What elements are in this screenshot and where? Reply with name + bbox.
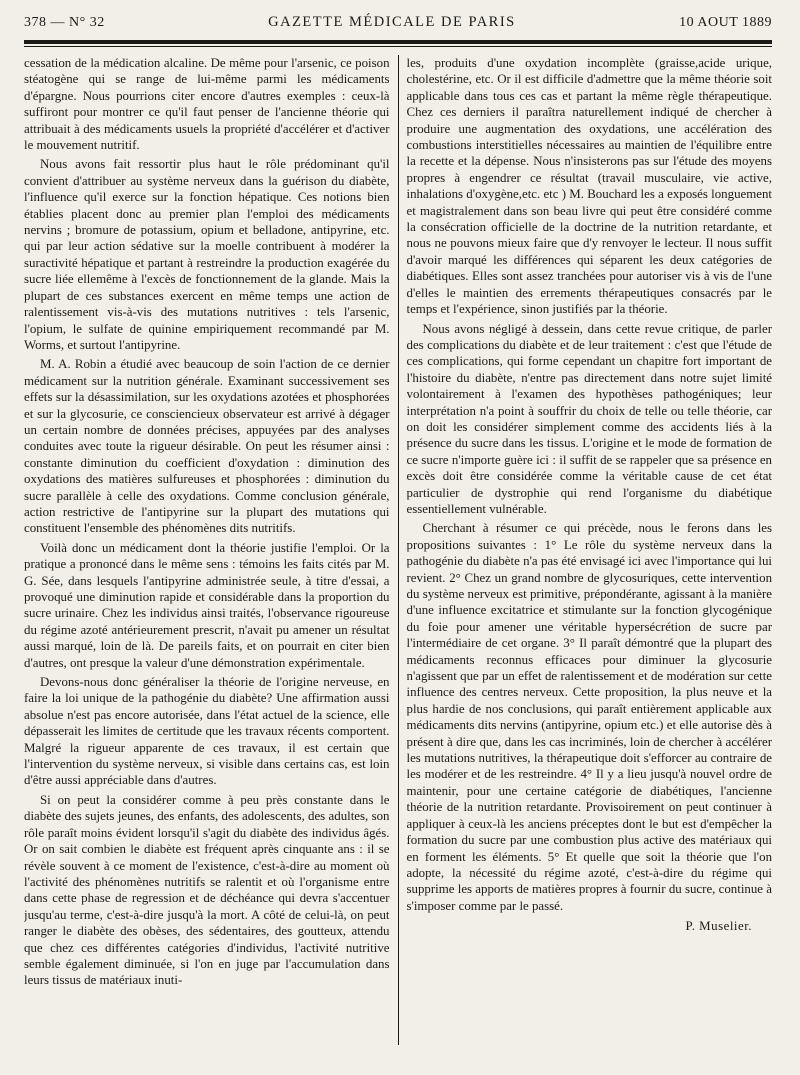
right-column-paragraphs <box>407 55 773 914</box>
author-signature: P. Muselier. <box>685 919 753 934</box>
paragraph: les, produits d'une oxydation incomplète (graisse,acide urique, cholestérine, etc. Or il est difficile d'admettre que la même théorie soit applicable dans tous ces cas et partant la même règle thérapeutique. Chez ces derniers il paraîtra naturellement indiqué de chercher à produire une augmentation des oxydations, une accélération des combustions interstitielles nécessaires au maintien de l'équilibre entre la recette et la dépense. Nous n'insisterons pas sur l'étude des moyens propres à engendrer ce résultat (travail musculaire, vie active, inhalations d'oxygène,etc. etc ) M. Bouchard les a exposés longuement et magistralement dans son beau livre qui peut être considéré comme la consécration officielle de la doctrine de la nutrition retardante, et nous ne pouvons mieux faire que d'y renvoyer le lecteur. Il nous suffit d'avoir marqué les différences qui séparent les deux catégories de diabétiques. Elles sont assez tranchées pour autoriser vis à vis de l'une d'elles le maintien des errements thérapeutiques consacrés par le temps et l'expérience, sinon justifiés par la théorie. <box>406 56 773 317</box>
paragraph: Nous avons fait ressortir plus haut le rôle prédominant qu'il convient d'attribuer au système nerveux dans la guérison du diabète, l'influence qu'il exerce sur la fonction hépatique. Ces notions bien établies placent donc au premier plan l'emploi des médicaments nervins ; bromure de potassium, opium et belladone, antipyrine, etc. qui par leur action sédative sur la moelle contribuent à modérer la suractivité hépatique et partant à restreindre la production exagérée du sucre liée ellemême à l'excès de fonctionnement de la glande. Mais la plupart de ces substances exercent en même temps une action de ralentissement vis-à-vis des mutations nutritives : tels l'arsenic, l'opium, le sulfate de quinine empiriquement recommandé par M. Worms, et surtout l'antipyrine. <box>24 157 390 352</box>
page-number: 378 — N° 32 <box>24 15 105 30</box>
header-rule-thick <box>24 40 772 44</box>
header-rule-thin <box>24 46 772 47</box>
paragraph: cessation de la médication alcaline. De même pour l'arsenic, ce poison stéatogène qui se range de lui-même parmi les médicaments d'épargne. Nous pourrions citer encore d'autres exemples : ceux-là suffiront pour montrer ce qu'il faut penser de l'ancienne théorie qui attribuait à des médicaments usuels la propriété d'accélérer et d'activer le mouvement nutritif. <box>24 56 390 153</box>
column-divider <box>398 55 399 1045</box>
paragraph: Cherchant à résumer ce qui précède, nous le ferons dans les propositions suivantes : 1° Le rôle du système nerveux dans la pathogénie du diabète n'a pas été envisagé ici avec l'importance qui lui revient. 2° Chez un grand nombre de glycosuriques, cette intervention du système nerveux est primitive, prépondérante, agissant à la manière d'une influence excitatrice et stimulante sur la fonction glycogénique du foie pour amener une véritable hypersécrétion de sucre par l'intermédiaire de cet organe. 3° Il paraît démontré que la plupart des médicaments reconnus efficaces pour diminuer la glycosurie n'agissent que par un effet de ralentissement et de modération sur cette influence des centres nerveux. Cette proposition, la plus neuve et la plus hardie de nos conclusions, qui paraît entièrement applicable aux médicaments dits nervins (antipyrine, opium etc.) et elle autorise dès à présent à dire que, dans les cas incriminés, loin de chercher à accélérer les mutations nutritives, la thérapeutique doit s'efforcer au contraire de les modérer et de les restreindre. 4° Il y a lieu jusqu'à nouvel ordre de maintenir, pour une certaine catégorie de diabétiques, l'ancienne théorie de la nutrition retardante. Provisoirement on peut continuer à appliquer à ceux-là les anciens préceptes dont le but est d'empêcher la formation du sucre par une combustion plus active des matériaux qui en forment les éléments. 5° Et quelle que soit la théorie que l'on adopte, la nécessité du régime azoté, c'est-à-dire du régime qui supprime les apports de matières propres à fournir du sucre, continue à s'imposer comme par le passé. <box>406 521 773 913</box>
issue-date: 10 AOUT 1889 <box>679 15 772 30</box>
right-column <box>407 55 773 1045</box>
paragraph: Si on peut la considérer comme à peu près constante dans le diabète des sujets jeunes, des enfants, des adolescents, des adultes, son rôle paraît moins évident lorsqu'il s'agit du diabète des individus âgés. Or on sait combien le diabète est fréquent après cinquante ans : il se révèle souvent à ce moment de l'existence, c'est-à-dire au moment où l'activité des phénomènes nutritifs se ralentit et où l'organisme entre dans cette phase de regression et de déchéance qui devra s'accentuer jusqu'au terme, c'est-à-dire jusqu'à la mort. A côté de celui-là, on peut ranger le diabète des obèses, des sédentaires, des goutteux, attendu que chez ces différentes catégories d'individus, l'activité nutritive semble également diminuée, si l'on en juge par l'accumulation dans leurs tissus de matériaux inuti- <box>24 792 390 988</box>
publication-title: GAZETTE MÉDICALE DE PARIS <box>268 14 516 30</box>
text-columns <box>24 55 772 1045</box>
paragraph: M. A. Robin a étudié avec beaucoup de soin l'action de ce dernier médicament sur la nutrition générale. Examinant successivement ses effets sur la désassimilation, sur les oxydations azotées et phosphorées et sur la glycosurie, ce consciencieux observateur est arrivé à dégager un certain nombre de données précises, appuyées par des analyses conduites avec toute la rigueur désirable. On peut les résumer ainsi : constante diminution du coefficient d'oxydation : diminution des oxydations des matières sulfureuses et phosphorées : diminution du sucre parallèle à celle des oxydations. Comme conclusion générale, action restrictive de l'antipyrine sur la plupart des mutations qui constituent l'ensemble des phénomènes dits nutritifs. <box>24 357 390 536</box>
paragraph: Voilà donc un médicament dont la théorie justifie l'emploi. Or la pratique a prononcé dans le même sens : témoins les faits cités par M. G. Sée, dans lesquels l'antipyrine administrée seule, à titre d'essai, a provoqué une diminution rapide et considérable dans la proportion du sucre urinaire. Chez les individus ainsi traités, l'observance rigoureuse du régime azoté antérieurement prescrit, n'avait pu amener un résultat aussi marqué, loin de là. De pareils faits, et on pourrait en citer bien d'autres, ont presque la valeur d'une démonstration expérimentale. <box>24 540 390 670</box>
left-column <box>24 55 390 1045</box>
page-header <box>24 14 772 36</box>
paragraph: Devons-nous donc généraliser la théorie de l'origine nerveuse, en faire la loi unique de la pathogénie du diabète? Une affirmation aussi absolue n'est pas encore autorisée, dans l'état actuel de la science, elle dépasserait les limites de certitude que les travaux récents comportent. Malgré la rigueur apparente de ces travaux, il est certain que l'intervention du système nerveux, si visible dans certains cas, est loin d'être aussi appréciable dans d'autres. <box>24 675 390 788</box>
paragraph: Nous avons négligé à dessein, dans cette revue critique, de parler des complications du diabète et de leur traitement : c'est que l'étude de ces complications, qui forme cependant un chapitre fort important de l'histoire du diabète, n'entre pas directement dans notre sujet limité volontairement à l'examen des hypothèses pathogéniques; leur interprétation n'a point à souffrir du choix de telle ou telle théorie, car on doit les considérer simplement comme des accidents liés à la présence du sucre dans les tissus. L'origine et le mode de formation de ce sucre n'importe guère ici : il suffit de se rappeler que sa présence en excès doit être considérée comme la véritable cause de cet état particulier de dystrophie qui rend l'organisme du diabétique essentiellement vulnérable. <box>406 321 773 516</box>
